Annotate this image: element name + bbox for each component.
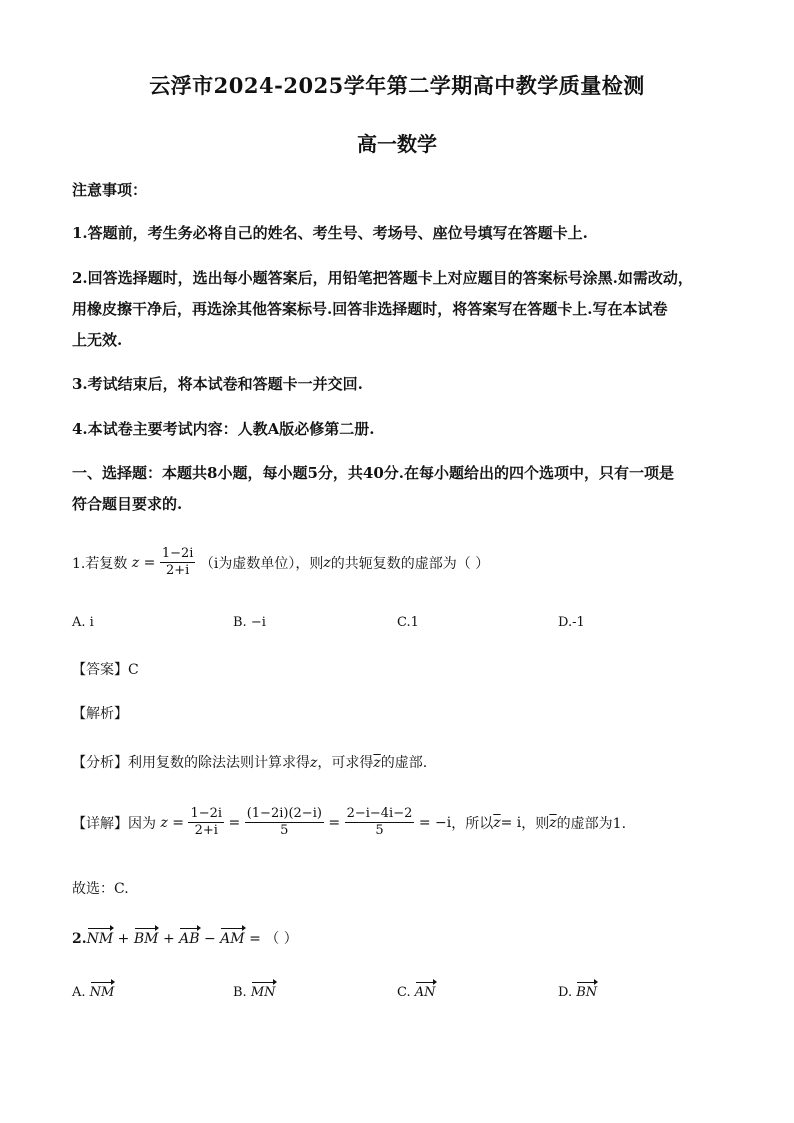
q1-detail-zbar-2: z — [549, 814, 557, 831]
q1-detail-result: = −i — [418, 814, 452, 831]
q1-analysis-text-a: 利用复数的除法法则计算求得 — [128, 755, 310, 771]
q1-analysis — [72, 752, 427, 772]
q1-detail-fraction-1-den: 2+i — [194, 823, 218, 839]
q2-option-d-label: D. — [558, 985, 573, 1000]
q2-option-b — [233, 985, 276, 1000]
q1-analysis-label: 【分析】 — [72, 755, 128, 771]
q2-op-3: − — [203, 931, 216, 947]
q2-option-a-label: A. — [72, 985, 86, 1000]
q1-option-d: D.-1 — [558, 615, 585, 630]
q1-fraction-den: 2+i — [165, 563, 190, 579]
q1-option-c: C.1 — [397, 615, 419, 630]
q2-option-c-label: C. — [397, 985, 411, 1000]
q2-op-4: = — [249, 931, 261, 947]
q1-z-ref: z — [323, 554, 331, 571]
q1-detail-fraction-2 — [245, 806, 324, 840]
notice-item-2-line-3: 上无效. — [72, 331, 123, 349]
q1-detail-fraction-3-den: 5 — [375, 823, 384, 839]
section-heading-line-1: 一、选择题：本题共8小题，每小题5分，共40分.在每小题给出的四个选项中，只有一项是 — [72, 464, 674, 482]
q2-option-c — [397, 985, 436, 1000]
q1-detail-fraction-2-den: 5 — [280, 823, 289, 839]
q2-option-b-vector: MN — [250, 985, 276, 1000]
q2-option-d — [558, 985, 597, 1000]
q1-detail-text-c: ，则 — [521, 815, 550, 832]
q1-suffix-a: （i为虚数单位），则 — [199, 555, 324, 572]
q2-option-a — [72, 985, 114, 1000]
q1-jiexi-label: 【解析】 — [72, 706, 128, 722]
q1-analysis-z: z — [310, 755, 318, 771]
q2-vector-nm: NM — [86, 931, 114, 947]
q1-z: z — [131, 554, 140, 571]
q1-detail — [72, 806, 626, 840]
q1-detail-text-a: 因为 — [128, 815, 156, 832]
q1-analysis-zbar: z — [373, 755, 381, 771]
q1-detail-eq-3: = — [328, 814, 341, 831]
q1-detail-zbar-eq: = i — [500, 814, 522, 831]
q1-analysis-text-b: ，可求得 — [317, 755, 374, 771]
notice-item-2-line-1: 2.回答选择题时，选出每小题答案后，用铅笔把答题卡上对应题目的答案标号涂黑.如需改动， — [72, 269, 693, 287]
page-title: 云浮市2024-2025学年第二学期高中教学质量检测 — [149, 73, 645, 98]
q1-detail-text-b: ，所以 — [451, 815, 494, 832]
q1-fraction-num: 1−2i — [160, 546, 196, 563]
q1-option-a: A. i — [72, 615, 94, 630]
notice-item-3: 3.考试结束后，将本试卷和答题卡一并交回. — [72, 375, 363, 393]
section-heading-line-2: 符合题目要求的. — [72, 495, 183, 513]
q2-suffix: （ ） — [265, 931, 298, 947]
subject-title: 高一数学 — [357, 132, 437, 156]
q1-prefix: 1.若复数 — [72, 555, 128, 572]
q1-answer: 【答案】C — [72, 662, 139, 678]
notice-heading: 注意事项： — [72, 181, 148, 199]
q2-prefix: 2. — [72, 931, 87, 947]
q1-detail-fraction-2-num: (1−2i)(2−i) — [245, 806, 324, 823]
q1-detail-fraction-1-num: 1−2i — [188, 806, 224, 823]
q1-analysis-text-c: 的虚部. — [380, 755, 428, 771]
q1-eq: = — [143, 554, 156, 571]
q2-op-2: + — [162, 931, 175, 947]
q1-conclusion: 故选：C. — [72, 881, 129, 897]
q1-detail-eq-1: = — [172, 814, 185, 831]
notice-item-1: 1.答题前，考生务必将自己的姓名、考生号、考场号、座位号填写在答题卡上. — [72, 224, 588, 242]
q1-detail-z: z — [160, 814, 168, 831]
q2-op-1: + — [117, 931, 130, 947]
q2-vector-bm: BM — [133, 931, 159, 947]
q1-suffix-b: 的共轭复数的虚部为（ ） — [330, 555, 490, 572]
q1-fraction — [160, 546, 196, 580]
q2-option-b-label: B. — [233, 985, 247, 1000]
q2-option-c-vector: AN — [414, 985, 436, 1000]
question-2-stem — [72, 928, 298, 948]
q1-detail-fraction-1 — [188, 806, 224, 840]
q1-detail-eq-2: = — [228, 814, 241, 831]
q1-detail-fraction-3-num: 2−i−4i−2 — [345, 806, 415, 823]
notice-item-2-line-2: 用橡皮擦干净后，再选涂其他答案标号.回答非选择题时，将答案写在答题卡上.写在本试卷 — [72, 300, 668, 318]
q1-option-b: B. −i — [233, 615, 266, 630]
q1-detail-fraction-3 — [345, 806, 415, 840]
q2-option-d-vector: BN — [576, 985, 598, 1000]
notice-item-4: 4.本试卷主要考试内容：人教A版必修第二册. — [72, 420, 375, 438]
q2-vector-am: AM — [220, 931, 245, 947]
q1-detail-label: 【详解】 — [72, 815, 128, 832]
q2-option-a-vector: NM — [89, 985, 115, 1000]
q1-detail-zbar: z — [493, 814, 501, 831]
question-1-stem — [72, 546, 489, 580]
q2-vector-ab: AB — [179, 931, 200, 947]
q1-detail-text-d: 的虚部为1. — [556, 815, 627, 832]
